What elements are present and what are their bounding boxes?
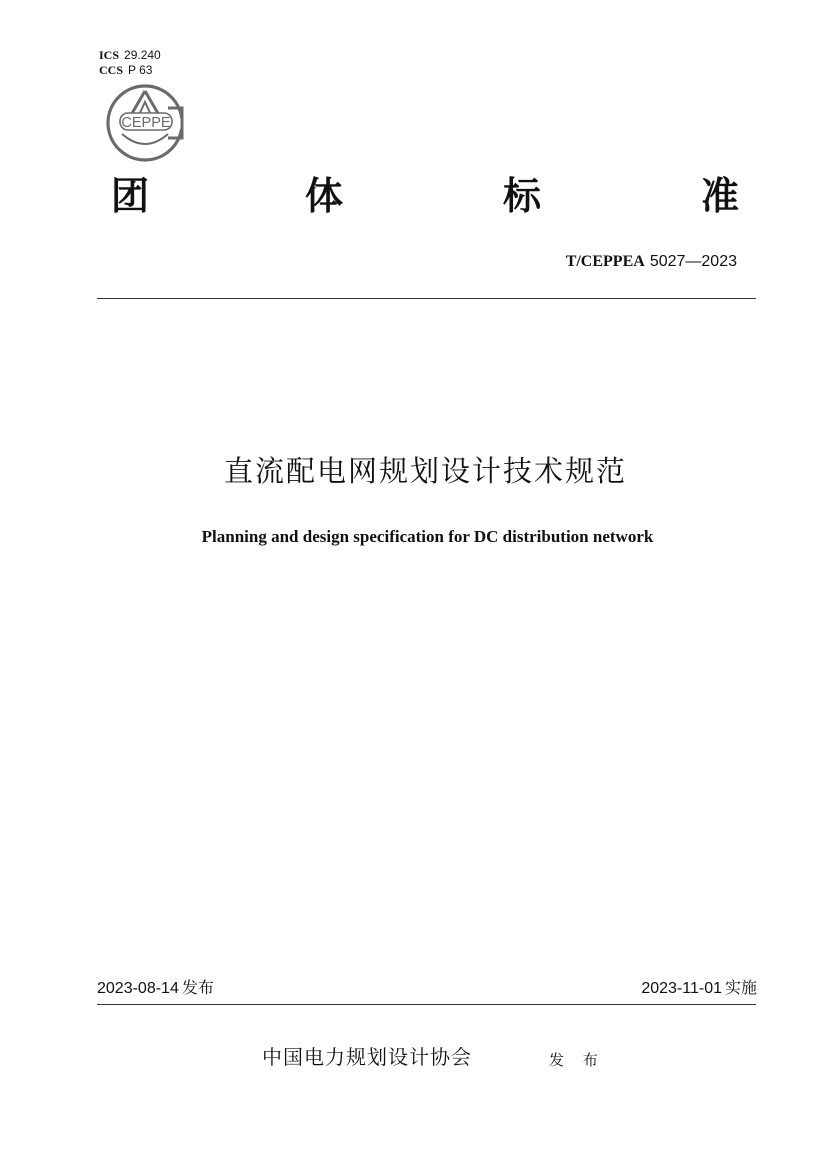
standard-number [566,251,737,272]
issue-date [97,978,214,999]
doc-type-char-3: 标 [503,174,542,218]
publisher-name: 中国电力规划设计协会 [262,1045,472,1069]
logo-text: CEPPE [121,115,171,131]
ics-label: ICS [99,48,120,62]
doc-type-char-2: 体 [305,174,344,218]
issue-date-value: 2023-08-14 [97,980,179,997]
publish-action: 发 布 [549,1051,605,1069]
doc-type-char-4: 准 [701,174,740,218]
ics-value: 29.240 [124,48,161,62]
standard-code: 5027—2023 [649,253,737,270]
title-chinese: 直流配电网规划设计技术规范 [223,454,627,488]
ccs-label: CCS [99,63,124,77]
title-english: Planning and design specification for DC distribution network [201,527,654,546]
organization-logo [104,82,190,164]
standard-prefix: T/CEPPEA [565,253,645,270]
ics-code [99,48,161,62]
issue-date-word: 发布 [181,978,214,997]
implementation-date [641,978,757,999]
ccs-code [99,63,152,77]
doc-type-char-1: 团 [111,174,150,218]
ccs-value: P 63 [128,63,153,77]
implementation-date-value: 2023-11-01 [641,980,722,997]
bottom-divider [97,1004,756,1005]
implementation-date-word: 实施 [724,978,757,997]
top-divider [97,298,756,299]
